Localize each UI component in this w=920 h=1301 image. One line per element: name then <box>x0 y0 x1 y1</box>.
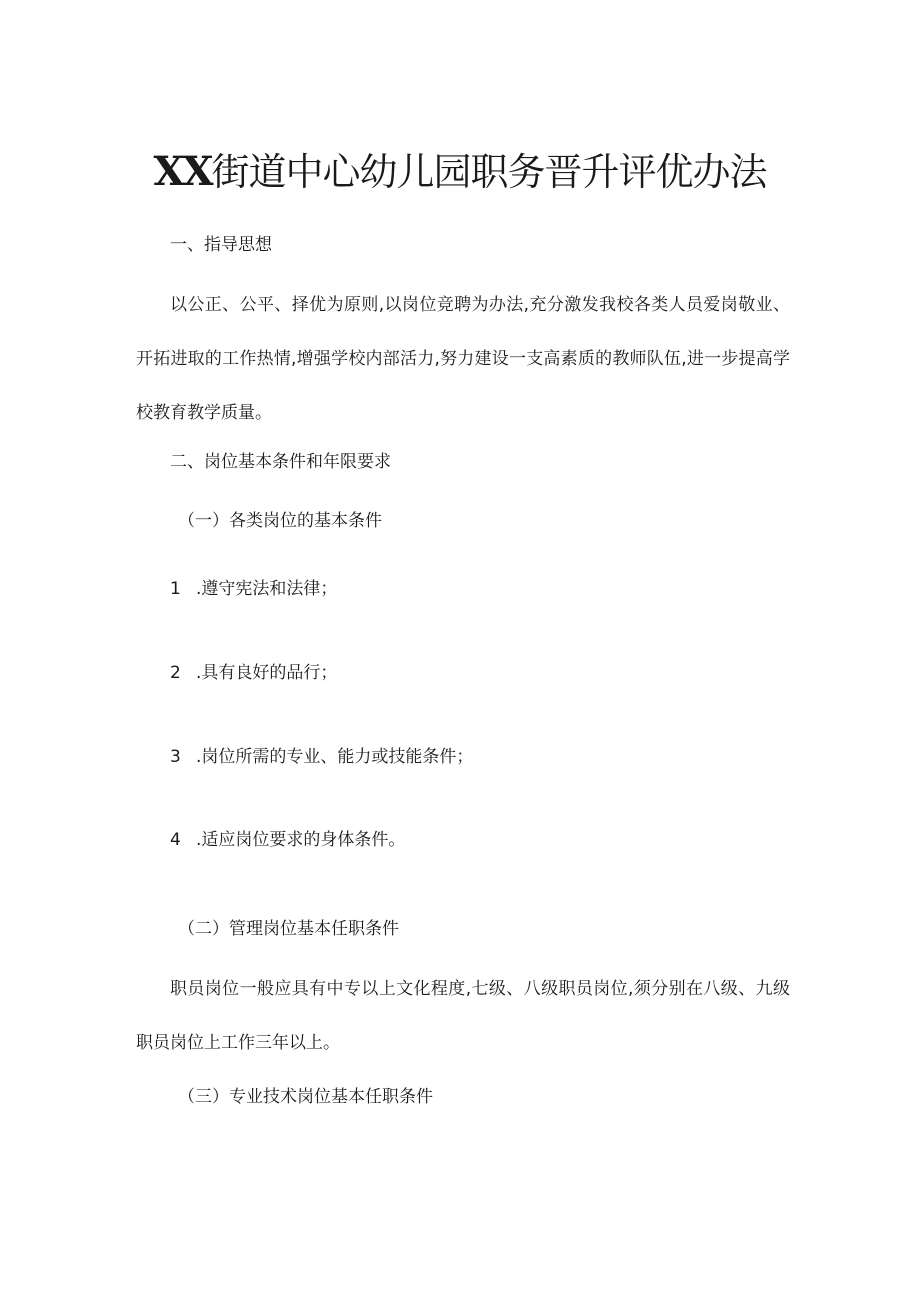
condition-text: .具有良好的品行； <box>196 663 338 683</box>
condition-number: 4 <box>170 830 181 850</box>
title-prefix: XX <box>153 148 212 195</box>
sub3-heading: （三）专业技术岗位基本任职条件 <box>178 1087 433 1107</box>
condition-item <box>170 577 337 601</box>
sub2-body: 职员岗位一般应具有中专以上文化程度,七级、八级职员岗位,须分别在八级、九级职员岗位上工作三年以上。 <box>136 979 790 1053</box>
condition-item <box>170 661 337 685</box>
sub2-heading: （二）管理岗位基本任职条件 <box>178 919 399 939</box>
condition-text: .岗位所需的专业、能力或技能条件； <box>196 747 474 767</box>
title-main: 街道中心幼儿园职务晋升评优办法 <box>211 150 767 194</box>
sub1-heading: （一）各类岗位的基本条件 <box>178 511 382 531</box>
condition-number: 1 <box>170 579 181 599</box>
document-title <box>0 146 920 198</box>
condition-number: 2 <box>170 663 181 683</box>
condition-number: 3 <box>170 747 181 767</box>
condition-text: .适应岗位要求的身体条件。 <box>196 830 406 850</box>
condition-text: .遵守宪法和法律； <box>196 579 338 599</box>
condition-item <box>170 745 473 769</box>
section1-heading: 一、指导思想 <box>170 235 272 255</box>
section1-body: 以公正、公平、择优为原则,以岗位竞聘为办法,充分激发我校各类人员爱岗敬业、开拓进取的工作热情,增强学校内部活力,努力建设一支高素质的教师队伍,进一步提高学校教育教学质量。 <box>136 295 790 423</box>
condition-item <box>170 828 405 852</box>
section2-heading: 二、岗位基本条件和年限要求 <box>170 452 391 472</box>
